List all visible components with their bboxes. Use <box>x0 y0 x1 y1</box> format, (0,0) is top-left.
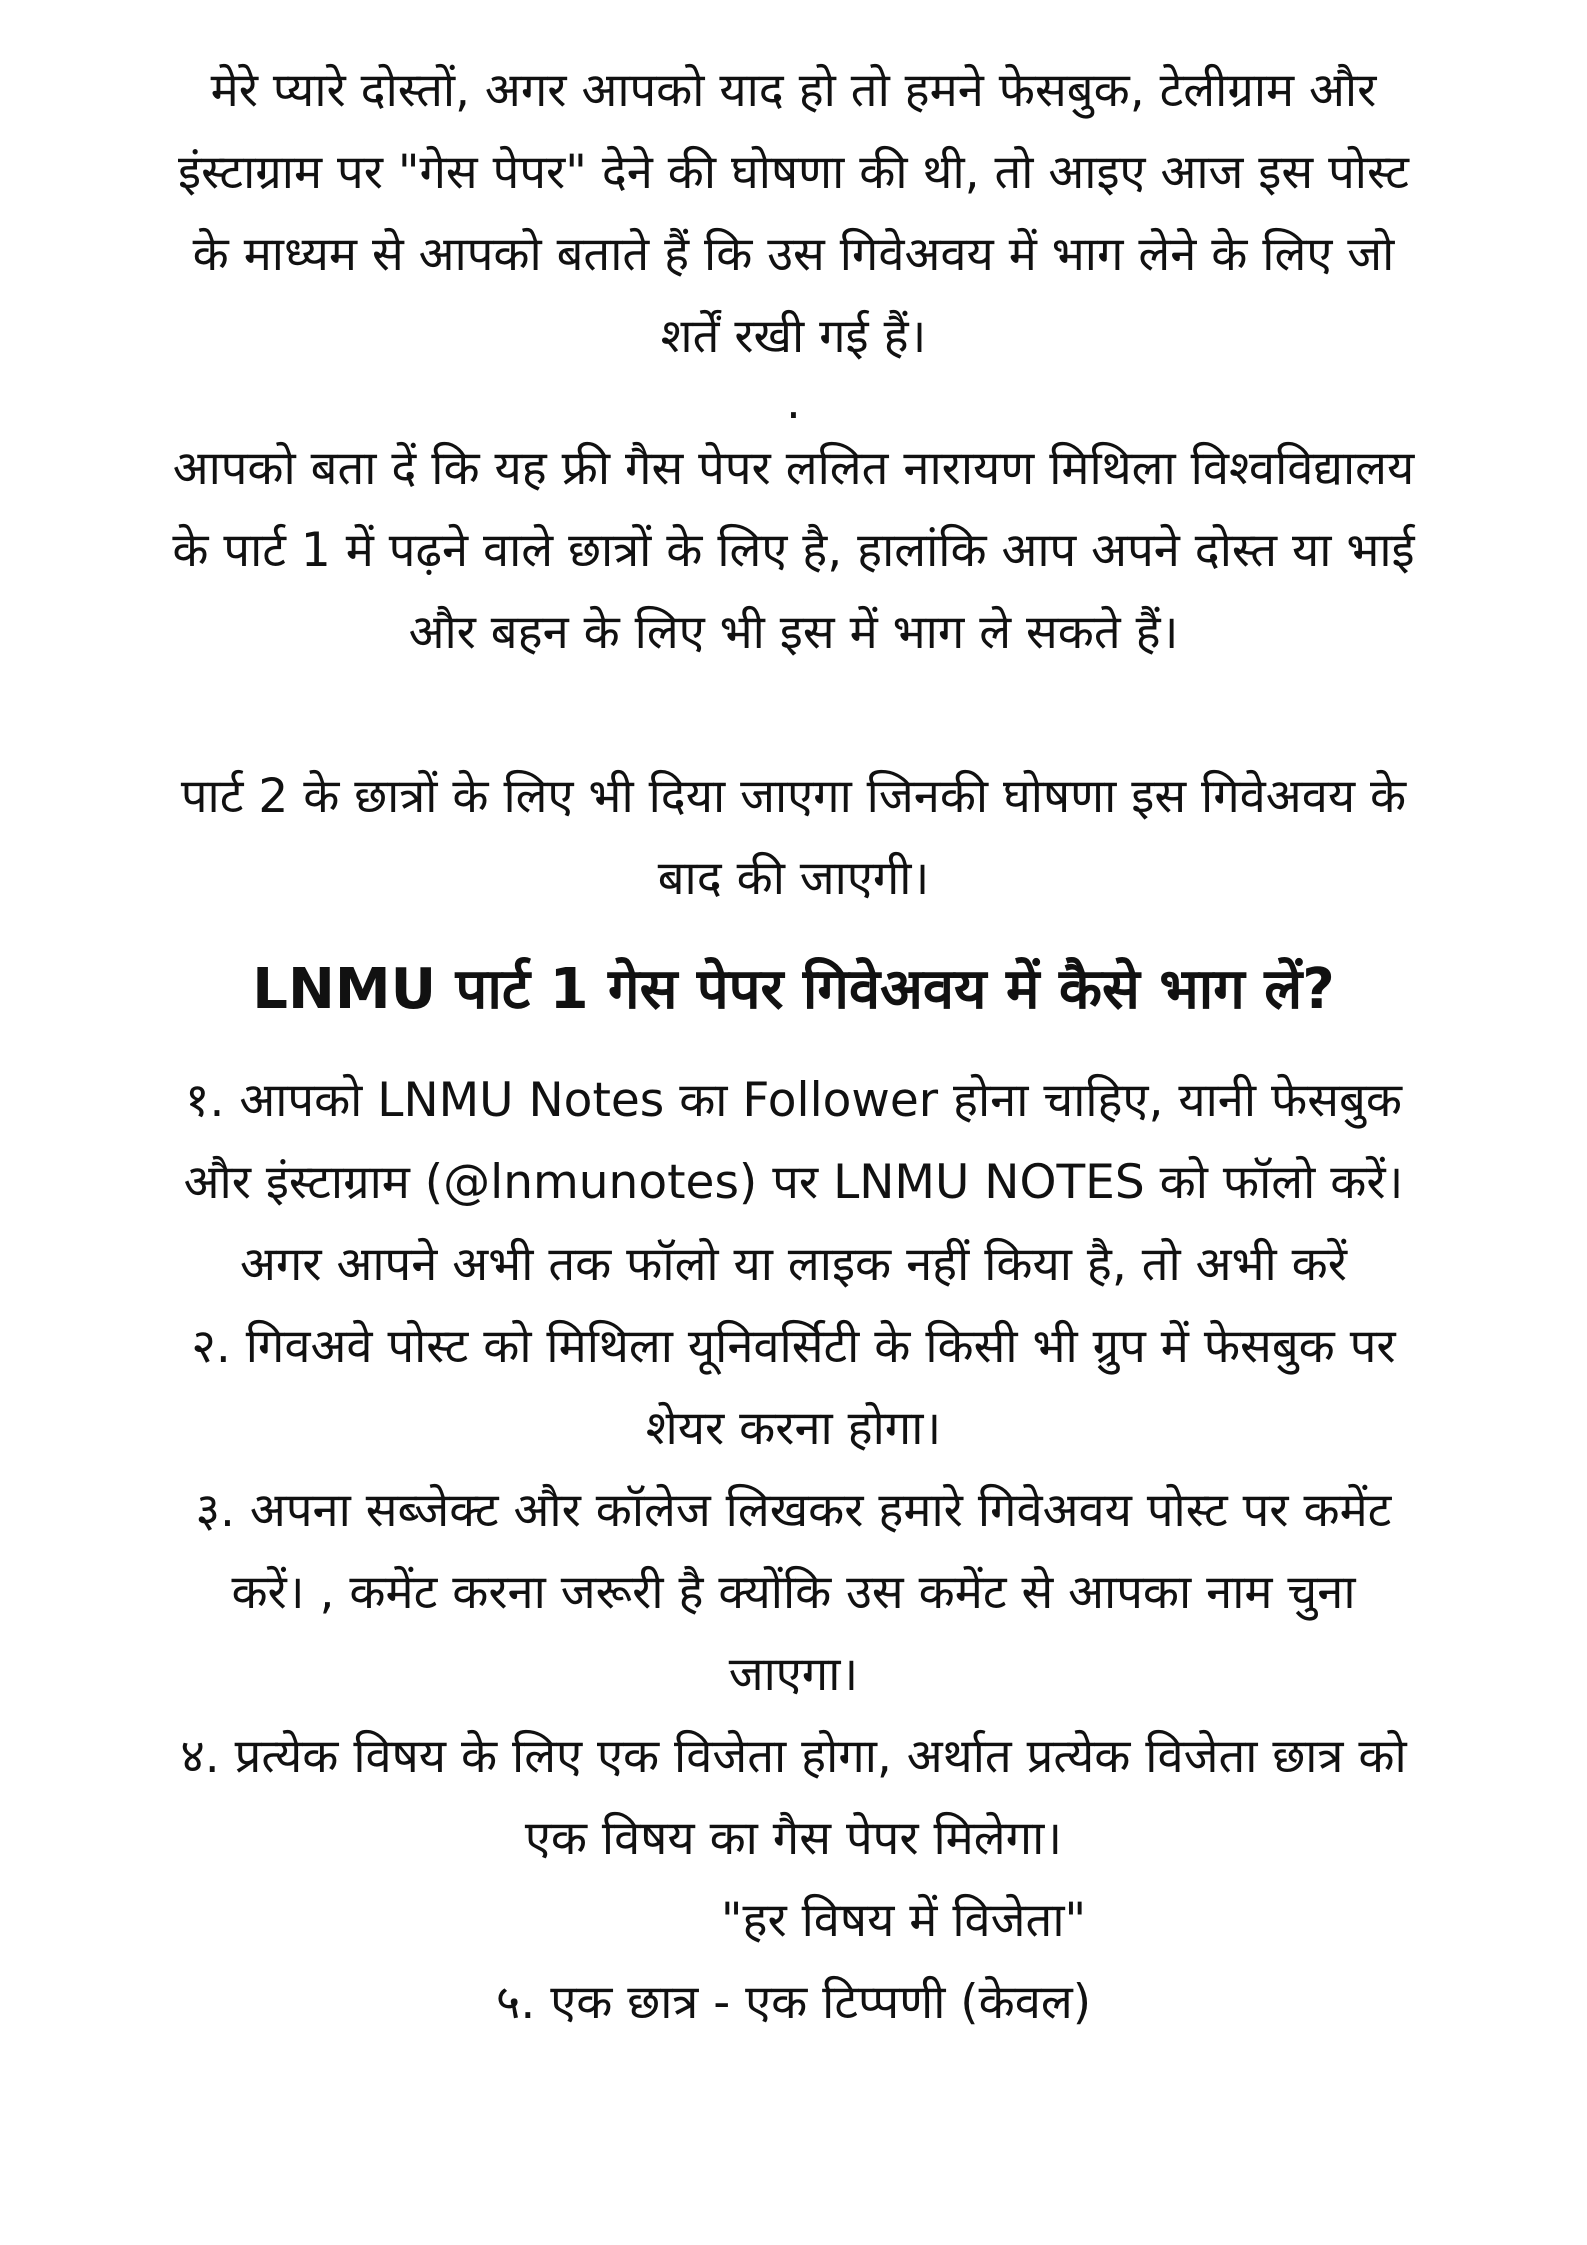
rule-line: ४. प्रत्येक विषय के लिए एक विजेता होगा, अर्थात प्रत्येक विजेता छात्र को <box>180 1729 1407 1784</box>
intro-line: मेरे प्यारे दोस्तों, अगर आपको याद हो तो हमने फेसबुक, टेलीग्राम और <box>210 63 1377 118</box>
part2-line: पार्ट 2 के छात्रों के लिए भी दिया जाएगा जिनकी घोषणा इस गिवेअवय के <box>180 769 1407 824</box>
part2-paragraph <box>28 756 1559 920</box>
rule-line: शेयर करना होगा। <box>645 1401 942 1456</box>
rule-line: एक विषय का गैस पेपर मिलेगा। <box>524 1811 1063 1866</box>
section-heading: LNMU पार्ट 1 गेस पेपर गिवेअवय में कैसे भाग लें? <box>252 957 1335 1022</box>
separator-dot: . <box>786 375 801 430</box>
intro-line: के माध्यम से आपको बताते हैं कि उस गिवेअवय में भाग लेने के लिए जो <box>192 227 1395 282</box>
eligibility-line: और बहन के लिए भी इस में भाग ले सकते हैं। <box>408 605 1179 660</box>
rule-motto: "हर विषय में विजेता" <box>720 1893 1087 1948</box>
rule-line: करें। , कमेंट करना जरूरी है क्योंकि उस कमेंट से आपका नाम चुना <box>231 1565 1356 1620</box>
rule-line: जाएगा। <box>728 1647 859 1702</box>
rule-line: २. गिवअवे पोस्ट को मिथिला यूनिवर्सिटी के किसी भी ग्रुप में फेसबुक पर <box>191 1319 1396 1374</box>
eligibility-line: आपको बता दें कि यह फ्री गैस पेपर ललित नारायण मिथिला विश्वविद्यालय <box>172 441 1415 496</box>
eligibility-line: के पार्ट 1 में पढ़ने वाले छात्रों के लिए है, हालांकि आप अपने दोस्त या भाई <box>172 523 1415 578</box>
rule-line: ५. एक छात्र - एक टिप्पणी (केवल) <box>495 1975 1092 2030</box>
rule-line: अगर आपने अभी तक फॉलो या लाइक नहीं किया है, तो अभी करें <box>239 1237 1347 1292</box>
rule-line: और इंस्टाग्राम (@lnmunotes) पर LNMU NOTES को फॉलो करें। <box>183 1155 1404 1210</box>
intro-line: इंस्टाग्राम पर "गेस पेपर" देने की घोषणा की थी, तो आइए आज इस पोस्ट <box>178 145 1409 200</box>
part2-line: बाद की जाएगी। <box>657 851 930 906</box>
rule-line: १. आपको LNMU Notes का Follower होना चाहिए, यानी फेसबुक <box>185 1073 1402 1128</box>
rule-line: ३. अपना सब्जेक्ट और कॉलेज लिखकर हमारे गिवेअवय पोस्ट पर कमेंट <box>195 1483 1392 1538</box>
intro-paragraph <box>28 50 1559 428</box>
eligibility-paragraph <box>28 428 1559 674</box>
intro-line: शर्तें रखी गई हैं। <box>660 309 927 364</box>
rules-list <box>28 1060 1559 2044</box>
